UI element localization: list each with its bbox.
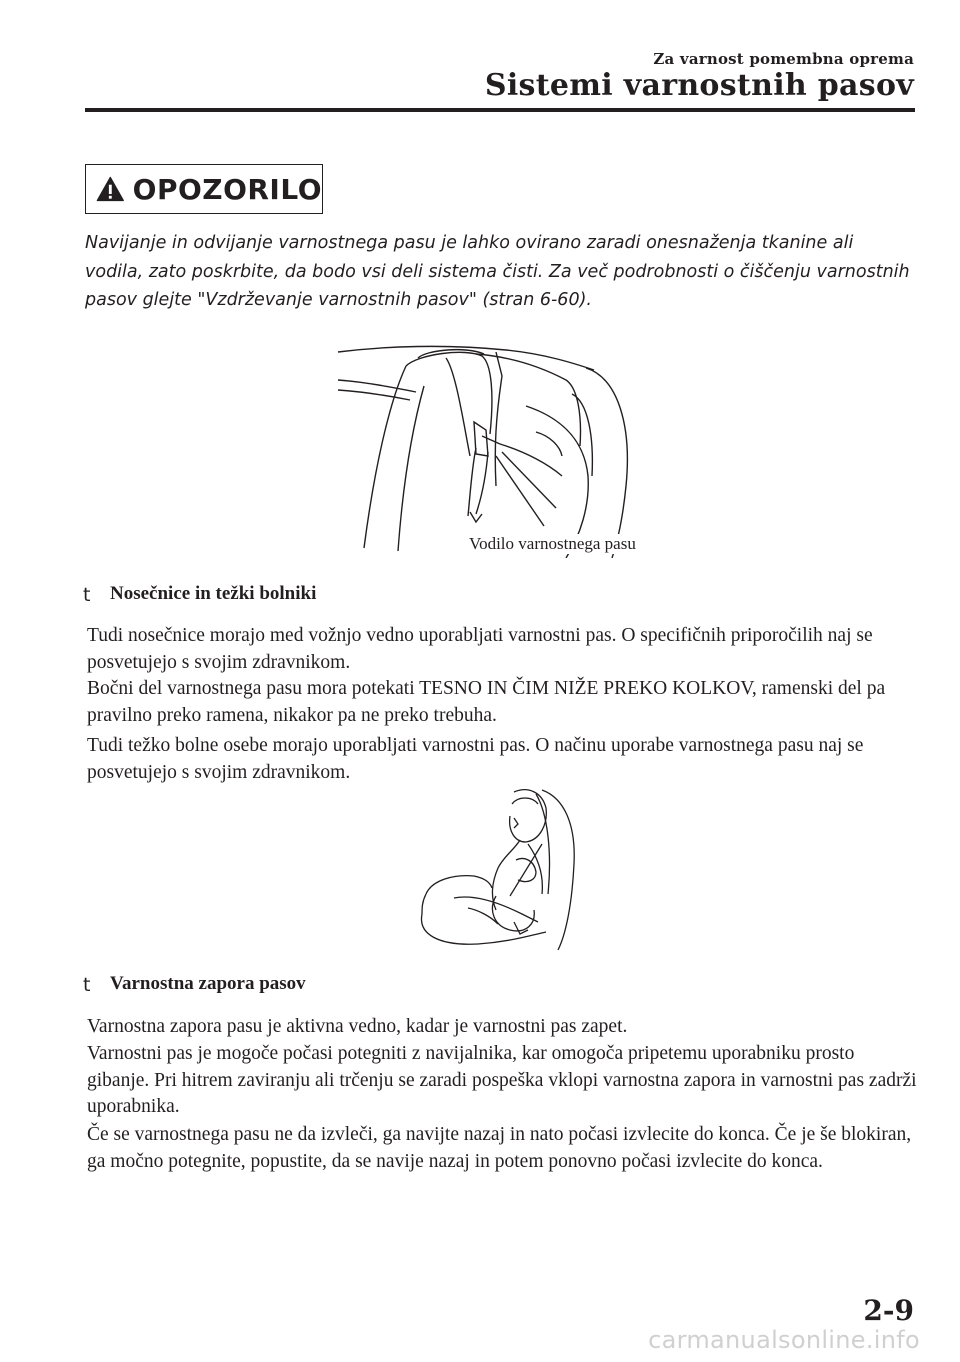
warning-triangle-icon	[96, 171, 125, 207]
page-number: 2-9	[863, 1294, 914, 1327]
section2-paragraph-3: Če se varnostnega pasu ne da izvleči, ga navijte nazaj in nato počasi izvlecite do konca. Če je še blokiran, ga močno potegnite, popustite, da se navije nazaj in potem ponovno počasi izvlecite do konca.	[87, 1124, 912, 1172]
header-rule	[85, 108, 915, 112]
warning-box	[85, 164, 323, 214]
section2-bullet: t	[83, 974, 91, 996]
section1-paragraph-2: Bočni del varnostnega pasu mora potekati TESNO IN ČIM NIŽE PREKO KOLKOV, ramenski del pa pravilno preko ramena, nikakor pa ne preko trebuha.	[87, 678, 886, 726]
section1-bullet: t	[83, 584, 91, 606]
section1-paragraph-3: Tudi težko bolne osebe morajo uporabljati varnostni pas. O načinu uporabe varnostnega pasu naj se posvetujejo s svojim zdravnikom.	[87, 735, 864, 783]
section2-paragraph-2: Varnostni pas je mogoče počasi potegniti z navijalnika, kar omogoča pripetemu uporabniku prosto gibanje. Pri hitrem zaviranju ali trčenju se zaradi pospeška vklopi varnostna zapora in varnostni pas zadrži uporabnika.	[87, 1043, 917, 1117]
section2-paragraph-1: Varnostna zapora pasu je aktivna vedno, kadar je varnostni pas zapet.	[87, 1016, 628, 1037]
section1-heading: Nosečnice in težki bolniki	[110, 583, 317, 604]
pregnant-woman-seatbelt-illustration	[418, 784, 580, 952]
watermark-text: carmanualsonline.info	[648, 1326, 920, 1354]
header-section-name: Za varnost pomembna oprema	[653, 50, 914, 68]
warning-text: Navijanje in odvijanje varnostnega pasu je lahko ovirano zaradi onesnaženja tkanine ali vodila, zato poskrbite, da bodo vsi deli sistema čisti. Za več podrobnosti o čiščenju varnostnih pasov glejte "Vzdrževanje varnostnih pasov" (stran 6-60).	[85, 233, 910, 310]
warning-label: OPOZORILO	[132, 172, 322, 206]
section2-heading: Varnostna zapora pasov	[110, 973, 306, 994]
section1-paragraph-1: Tudi nosečnice morajo med vožnjo vedno uporabljati varnostni pas. O specifičnih priporočilih naj se posvetujejo s svojim zdravnikom.	[87, 625, 873, 673]
figure1-caption: Vodilo varnostnega pasu	[469, 534, 636, 553]
seat-belt-guide-illustration	[326, 336, 674, 558]
page-title: Sistemi varnostnih pasov	[484, 68, 914, 103]
